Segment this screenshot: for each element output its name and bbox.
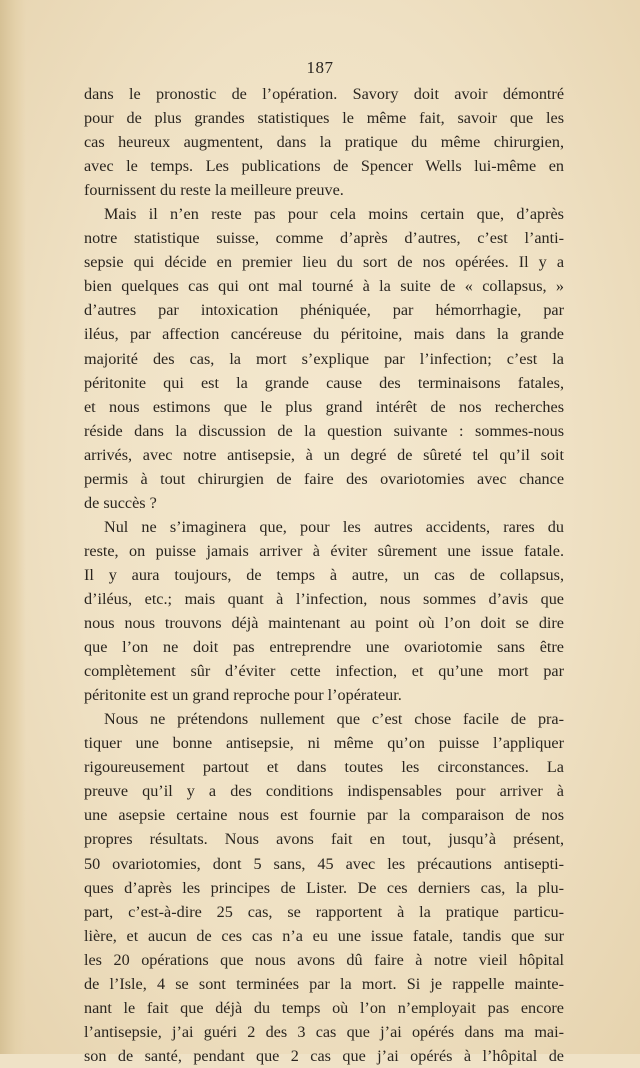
text-line: tiquer une bonne antisepsie, ni même qu’on puisse l’appliquer [84,734,564,753]
text-line: de succès ? [84,493,157,512]
text-line: une asepsie certaine nous est fournie par la comparaison de nos [84,806,564,825]
text-line: nant le fait que déjà du temps où l’on n’employait pas encore [84,998,564,1017]
body-text [84,82,564,1068]
text-line: l’antisepsie, j’ai guéri 2 des 3 cas que j’ai opérés dans ma mai- [84,1022,564,1041]
text-line: iléus, par affection cancéreuse du péritoine, mais dans la grande [84,325,564,344]
text-line: 50 ovariotomies, dont 5 sans, 45 avec les précautions antisepti- [84,854,564,873]
text-line: permis à tout chirurgien de faire des ovariotomies avec chance [84,469,564,488]
text-line: bien quelques cas qui ont mal tourné à la suite de « collapsus, » [84,277,564,296]
text-line: part, c’est-à-dire 25 cas, se rapportent à la pratique particu- [84,902,564,921]
text-line: complètement sûr d’éviter cette infection, et qu’une mort par [84,662,564,681]
text-line: de l’Isle, 4 se sont terminées par la mort. Si je rappelle mainte- [84,974,564,993]
text-line: Il y aura toujours, de temps à autre, un cas de collapsus, [84,565,564,584]
text-line: Nul ne s’imaginera que, pour les autres accidents, rares du [104,517,564,536]
text-line: dans le pronostic de l’opération. Savory doit avoir démontré [84,85,564,103]
text-line: lière, et aucun de ces cas n’a eu une issue fatale, tandis que sur [84,926,564,945]
text-line: avec le temps. Les publications de Spencer Wells lui-même en [84,157,564,176]
text-line: Mais il n’en reste pas pour cela moins certain que, d’après [104,205,564,224]
text-line: que l’on ne doit pas entreprendre une ovariotomie sans être [84,638,564,657]
text-line: nous nous trouvons déjà maintenant au point où l’on doit se dire [84,614,564,633]
text-line: notre statistique suisse, comme d’après d’autres, c’est l’anti- [84,229,564,248]
text-line: d’autres par intoxication phéniquée, par hémorrhagie, par [84,301,564,320]
text-line: majorité des cas, la mort s’explique par l’infection; c’est la [84,349,564,368]
page-number: 187 [306,58,334,77]
text-line: fournissent du reste la meilleure preuve. [84,181,344,200]
text-line: pour de plus grandes statistiques le même fait, savoir que les [84,109,564,128]
text-line: arrivés, avec notre antisepsie, à un degré de sûreté tel qu’il soit [84,445,564,464]
text-line: propres résultats. Nous avons fait en tout, jusqu’à présent, [84,830,564,849]
text-line: son de santé, pendant que 2 cas que j’ai opérés à l’hôpital de [84,1046,564,1065]
text-line: preuve qu’il y a des conditions indispensables pour arriver à [84,782,564,801]
text-line: péritonite est un grand reproche pour l’opérateur. [84,686,402,705]
text-line: ques d’après les principes de Lister. De ces derniers cas, la plu- [84,878,564,897]
text-line: d’iléus, etc.; mais quant à l’infection, nous sommes d’avis que [84,589,564,608]
text-line: péritonite qui est la grande cause des terminaisons fatales, [84,373,564,392]
text-line: reste, on puisse jamais arriver à éviter sûrement une issue fatale. [84,541,564,560]
page-spine-shadow [0,0,26,1054]
text-line: rigoureusement partout et dans toutes les circonstances. La [84,758,564,777]
text-line: les 20 opérations que nous avons dû faire à notre vieil hôpital [84,950,564,969]
text-line: Nous ne prétendons nullement que c’est chose facile de pra- [104,710,564,729]
text-line: et nous estimons que le plus grand intérêt de nos recherches [84,397,564,416]
text-line: sepsie qui décide en premier lieu du sort de nos opérées. Il y a [84,253,564,272]
text-line: réside dans la discussion de la question suivante : sommes-nous [84,421,564,440]
text-line: cas heureux augmentent, dans la pratique du même chirurgien, [84,133,564,152]
